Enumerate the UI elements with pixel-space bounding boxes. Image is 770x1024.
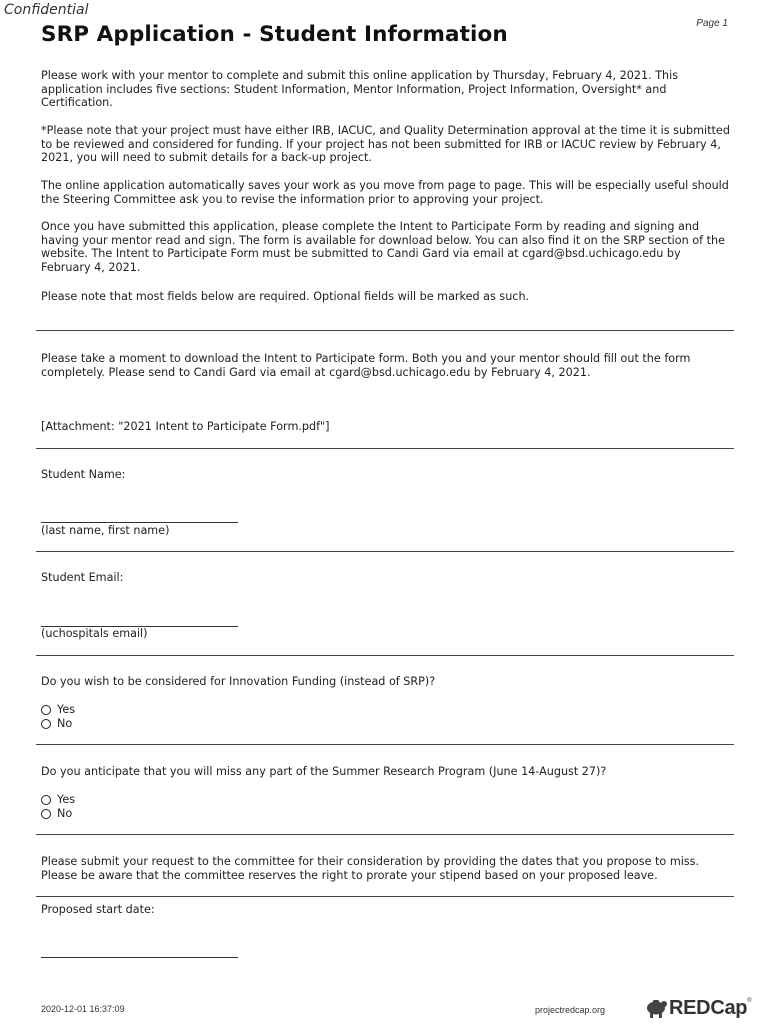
innovation-no-option[interactable] (41, 717, 72, 730)
student-name-label: Student Name: (41, 468, 126, 481)
miss-yes-option[interactable] (41, 793, 75, 806)
student-email-label: Student Email: (41, 571, 124, 584)
student-name-hint: (last name, first name) (41, 524, 170, 537)
intro-paragraph-3: The online application automatically saves your work as you move from page to page. This will be especially useful should the Steering Committee ask you to revise the information prior to approving your project. (41, 179, 729, 206)
proposed-start-date-label: Proposed start date: (41, 903, 155, 916)
redcap-logo (646, 997, 751, 1020)
redcap-mascot-icon (646, 999, 668, 1019)
confidential-label: Confidential (4, 2, 89, 18)
section-divider (36, 834, 734, 835)
intro-paragraph-4: Once you have submitted this application, please complete the Intent to Participate Form by reading and signing and having your mentor read and sign. The form is available for download below. You can also find it on the SRP section of the website. The Intent to Participate Form must be submitted to Candi Gard via email at cgard@bsd.uchicago.edu by February 4, 2021. (41, 220, 725, 274)
section-divider (36, 896, 734, 897)
radio-button-icon[interactable] (41, 809, 51, 819)
attachment-link[interactable]: [Attachment: "2021 Intent to Participate Form.pdf"] (41, 420, 330, 433)
section-divider (36, 448, 734, 449)
footer-site-link[interactable]: projectredcap.org (535, 1005, 606, 1015)
redcap-logo-text: REDCap® (669, 997, 752, 1019)
page-number: Page 1 (696, 18, 728, 29)
miss-no-option[interactable] (41, 807, 72, 820)
innovation-yes-option[interactable] (41, 703, 75, 716)
radio-label: Yes (57, 702, 76, 716)
student-name-field[interactable] (41, 522, 238, 523)
section-divider (36, 330, 734, 331)
innovation-funding-question: Do you wish to be considered for Innovation Funding (instead of SRP)? (41, 675, 436, 688)
miss-program-question: Do you anticipate that you will miss any part of the Summer Research Program (June 14-August 27)? (41, 765, 607, 778)
intro-paragraph-2: *Please note that your project must have either IRB, IACUC, and Quality Determination approval at the time it is submitted to be reviewed and considered for funding. If your project has not been submitted for IRB or IACUC review by February 4, 2021, you will need to submit details for a back-up project. (41, 124, 730, 165)
radio-button-icon[interactable] (41, 795, 51, 805)
radio-label: No (57, 806, 73, 820)
radio-label: Yes (57, 792, 76, 806)
download-instructions: Please take a moment to download the Intent to Participate form. Both you and your mentor should fill out the form completely. Please send to Candi Gard via email at cgard@bsd.uchicago.edu by February 4, 2021. (41, 352, 691, 379)
leave-request-text: Please submit your request to the committee for their consideration by providing the dates that you propose to miss. Please be aware that the committee reserves the right to prorate your stipend based on your proposed leave. (41, 855, 700, 882)
radio-button-icon[interactable] (41, 719, 51, 729)
proposed-start-date-field[interactable] (41, 957, 238, 958)
student-email-hint: (uchospitals email) (41, 627, 148, 640)
section-divider (36, 655, 734, 656)
footer-timestamp: 2020-12-01 16:37:09 (41, 1004, 125, 1014)
page-title: SRP Application - Student Information (41, 22, 508, 47)
radio-label: No (57, 716, 73, 730)
intro-paragraph-1: Please work with your mentor to complete and submit this online application by Thursday, February 4, 2021. This application includes five sections: Student Information, Mentor Information, Project Information, Oversight* and Certification. (41, 69, 679, 110)
radio-button-icon[interactable] (41, 705, 51, 715)
section-divider (36, 551, 734, 552)
intro-paragraph-5: Please note that most fields below are required. Optional fields will be marked as such. (41, 290, 530, 303)
section-divider (36, 744, 734, 745)
